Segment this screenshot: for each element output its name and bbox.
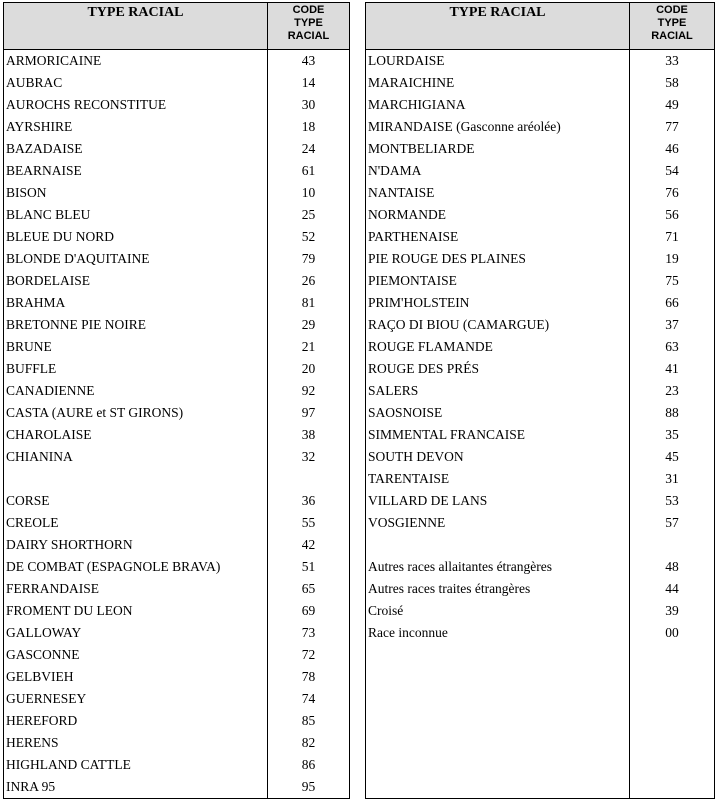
table-row [4, 490, 350, 512]
table-row [4, 644, 350, 666]
breed-name-cell [366, 710, 630, 732]
table-row [4, 380, 350, 402]
breed-name-cell: HERENS [4, 732, 268, 754]
breed-name-cell [366, 534, 630, 556]
breed-code-cell: 71 [630, 226, 715, 248]
breed-code-cell [268, 468, 350, 490]
breed-code-cell: 53 [630, 490, 715, 512]
table-row [4, 534, 350, 556]
breed-code-cell: 31 [630, 468, 715, 490]
breed-code-table-left [3, 2, 350, 799]
table-row [366, 336, 715, 358]
table-row [4, 358, 350, 380]
breed-name-cell: DAIRY SHORTHORN [4, 534, 268, 556]
table-row [4, 666, 350, 688]
breed-code-cell: 46 [630, 138, 715, 160]
breed-name-cell: Autres races traites étrangères [366, 578, 630, 600]
breed-code-cell [630, 644, 715, 666]
table-row [4, 248, 350, 270]
table-row [366, 688, 715, 710]
breed-code-cell: 33 [630, 50, 715, 73]
breed-name-cell: LOURDAISE [366, 50, 630, 73]
breed-name-cell: PARTHENAISE [366, 226, 630, 248]
breed-code-cell: 54 [630, 160, 715, 182]
table-row [366, 754, 715, 776]
breed-name-cell: NANTAISE [366, 182, 630, 204]
table-row [4, 402, 350, 424]
breed-code-cell: 21 [268, 336, 350, 358]
breed-name-cell: BLANC BLEU [4, 204, 268, 226]
table-row [366, 490, 715, 512]
breed-code-cell: 26 [268, 270, 350, 292]
table-row [366, 446, 715, 468]
table-row [4, 578, 350, 600]
breed-name-cell: SOUTH DEVON [366, 446, 630, 468]
code-header-line: RACIAL [287, 30, 330, 42]
code-header-line: RACIAL [651, 30, 693, 42]
breed-code-cell: 85 [268, 710, 350, 732]
breed-name-cell: HIGHLAND CATTLE [4, 754, 268, 776]
breed-code-cell: 97 [268, 402, 350, 424]
breed-code-cell: 69 [268, 600, 350, 622]
table-row [366, 666, 715, 688]
breed-name-cell: BAZADAISE [4, 138, 268, 160]
breed-name-cell: BRETONNE PIE NOIRE [4, 314, 268, 336]
table-row [366, 116, 715, 138]
breed-code-cell [630, 754, 715, 776]
breed-name-cell: PRIM'HOLSTEIN [366, 292, 630, 314]
breed-code-cell: 55 [268, 512, 350, 534]
breed-name-cell: GASCONNE [4, 644, 268, 666]
table-row [366, 314, 715, 336]
table-row [4, 160, 350, 182]
table-row [4, 72, 350, 94]
breed-name-cell: CHIANINA [4, 446, 268, 468]
table-row [366, 72, 715, 94]
table-row [4, 292, 350, 314]
breed-code-cell: 81 [268, 292, 350, 314]
breed-code-cell: 48 [630, 556, 715, 578]
breed-code-cell: 65 [268, 578, 350, 600]
breed-name-cell [366, 776, 630, 799]
breed-name-cell: VOSGIENNE [366, 512, 630, 534]
breed-code-cell: 72 [268, 644, 350, 666]
table-row [366, 380, 715, 402]
breed-code-cell: 86 [268, 754, 350, 776]
breed-code-cell [630, 688, 715, 710]
table-row [4, 314, 350, 336]
breed-code-cell: 88 [630, 402, 715, 424]
breed-name-cell: CASTA (AURE et ST GIRONS) [4, 402, 268, 424]
breed-code-cell: 43 [268, 50, 350, 73]
breed-name-cell: HEREFORD [4, 710, 268, 732]
table-row [4, 116, 350, 138]
breed-code-cell: 74 [268, 688, 350, 710]
table-row [366, 204, 715, 226]
table-row [4, 424, 350, 446]
table-row [366, 710, 715, 732]
right-table-body [366, 50, 715, 799]
type-racial-header: TYPE RACIAL [4, 3, 268, 50]
table-row [366, 776, 715, 799]
table-row [366, 622, 715, 644]
breed-code-cell: 66 [630, 292, 715, 314]
breed-code-cell: 75 [630, 270, 715, 292]
table-row [366, 732, 715, 754]
breed-code-cell: 36 [268, 490, 350, 512]
breed-code-cell: 49 [630, 94, 715, 116]
breed-code-cell: 77 [630, 116, 715, 138]
code-header-line: CODE [656, 4, 688, 16]
breed-code-cell: 10 [268, 182, 350, 204]
breed-code-cell: 00 [630, 622, 715, 644]
breed-code-cell: 18 [268, 116, 350, 138]
table-row [366, 512, 715, 534]
table-row [4, 50, 350, 73]
left-table-body [4, 50, 350, 799]
table-row [366, 556, 715, 578]
table-row [4, 776, 350, 799]
table-row [366, 402, 715, 424]
breed-code-cell: 25 [268, 204, 350, 226]
breed-name-cell: PIE ROUGE DES PLAINES [366, 248, 630, 270]
breed-name-cell: ARMORICAINE [4, 50, 268, 73]
table-row [366, 468, 715, 490]
breed-name-cell: FROMENT DU LEON [4, 600, 268, 622]
breed-code-cell: 23 [630, 380, 715, 402]
table-row [366, 94, 715, 116]
table-header-row [366, 3, 715, 50]
breed-code-cell: 57 [630, 512, 715, 534]
breed-name-cell [366, 644, 630, 666]
table-row [4, 446, 350, 468]
table-header-row [4, 3, 350, 50]
table-row [4, 226, 350, 248]
breed-code-cell: 45 [630, 446, 715, 468]
breed-code-table-right [365, 2, 715, 799]
breed-code-cell [630, 666, 715, 688]
breed-name-cell: Croisé [366, 600, 630, 622]
table-row [366, 600, 715, 622]
breed-name-cell: N'DAMA [366, 160, 630, 182]
breed-name-cell: TARENTAISE [366, 468, 630, 490]
breed-name-cell: BEARNAISE [4, 160, 268, 182]
breed-code-cell: 39 [630, 600, 715, 622]
breed-code-cell: 63 [630, 336, 715, 358]
breed-name-cell: CREOLE [4, 512, 268, 534]
table-row [366, 270, 715, 292]
breed-code-cell: 95 [268, 776, 350, 799]
code-type-racial-header [268, 3, 350, 50]
breed-name-cell: MIRANDAISE (Gasconne aréolée) [366, 116, 630, 138]
breed-code-cell [630, 710, 715, 732]
breed-name-cell: BUFFLE [4, 358, 268, 380]
breed-code-cell: 52 [268, 226, 350, 248]
table-row [366, 138, 715, 160]
table-row [4, 138, 350, 160]
breed-code-cell: 58 [630, 72, 715, 94]
breed-name-cell: SALERS [366, 380, 630, 402]
breed-name-cell: BISON [4, 182, 268, 204]
breed-code-cell: 42 [268, 534, 350, 556]
table-row [366, 226, 715, 248]
table-row [366, 424, 715, 446]
breed-code-cell: 19 [630, 248, 715, 270]
breed-name-cell: CORSE [4, 490, 268, 512]
breed-code-cell: 29 [268, 314, 350, 336]
breed-name-cell: Autres races allaitantes étrangères [366, 556, 630, 578]
breed-name-cell: AUROCHS RECONSTITUE [4, 94, 268, 116]
breed-code-cell: 32 [268, 446, 350, 468]
breed-name-cell: ROUGE DES PRÉS [366, 358, 630, 380]
table-row [4, 556, 350, 578]
breed-name-cell: BLEUE DU NORD [4, 226, 268, 248]
table-row [4, 600, 350, 622]
code-header-line: TYPE [657, 17, 687, 29]
breed-code-cell: 14 [268, 72, 350, 94]
breed-name-cell: INRA 95 [4, 776, 268, 799]
table-row [366, 182, 715, 204]
code-header-line: CODE [292, 4, 325, 16]
breed-name-cell: RAÇO DI BIOU (CAMARGUE) [366, 314, 630, 336]
breed-name-cell [366, 754, 630, 776]
breed-code-cell: 51 [268, 556, 350, 578]
breed-name-cell: MARCHIGIANA [366, 94, 630, 116]
table-row [4, 732, 350, 754]
table-row [366, 248, 715, 270]
table-row [4, 182, 350, 204]
breed-name-cell: SIMMENTAL FRANCAISE [366, 424, 630, 446]
breed-code-cell [630, 776, 715, 799]
breed-name-cell: MONTBELIARDE [366, 138, 630, 160]
breed-code-cell: 37 [630, 314, 715, 336]
breed-name-cell: BORDELAISE [4, 270, 268, 292]
breed-name-cell [366, 732, 630, 754]
table-row [4, 468, 350, 490]
breed-name-cell: VILLARD DE LANS [366, 490, 630, 512]
breed-code-cell: 44 [630, 578, 715, 600]
breed-name-cell: BRAHMA [4, 292, 268, 314]
breed-code-cell: 41 [630, 358, 715, 380]
breed-name-cell [366, 666, 630, 688]
breed-name-cell: ROUGE FLAMANDE [366, 336, 630, 358]
table-row [4, 688, 350, 710]
breed-name-cell: PIEMONTAISE [366, 270, 630, 292]
breed-code-cell: 30 [268, 94, 350, 116]
breed-code-cell: 76 [630, 182, 715, 204]
table-row [4, 512, 350, 534]
code-header-line: TYPE [294, 17, 323, 29]
breed-code-cell: 61 [268, 160, 350, 182]
breed-code-cell: 82 [268, 732, 350, 754]
table-row [4, 270, 350, 292]
breed-code-cell [630, 534, 715, 556]
breed-code-cell: 56 [630, 204, 715, 226]
breed-name-cell: DE COMBAT (ESPAGNOLE BRAVA) [4, 556, 268, 578]
breed-code-cell: 79 [268, 248, 350, 270]
breed-name-cell: BRUNE [4, 336, 268, 358]
breed-code-cell: 35 [630, 424, 715, 446]
table-row [366, 534, 715, 556]
table-row [366, 358, 715, 380]
breed-code-cell: 24 [268, 138, 350, 160]
table-row [366, 644, 715, 666]
table-row [4, 622, 350, 644]
table-row [4, 336, 350, 358]
breed-name-cell: AYRSHIRE [4, 116, 268, 138]
breed-name-cell: SAOSNOISE [366, 402, 630, 424]
breed-name-cell: FERRANDAISE [4, 578, 268, 600]
code-type-racial-header [630, 3, 715, 50]
table-row [4, 204, 350, 226]
breed-name-cell: MARAICHINE [366, 72, 630, 94]
breed-name-cell: GALLOWAY [4, 622, 268, 644]
breed-code-cell: 73 [268, 622, 350, 644]
breed-name-cell: CHAROLAISE [4, 424, 268, 446]
table-row [366, 578, 715, 600]
breed-code-cell: 92 [268, 380, 350, 402]
breed-name-cell: Race inconnue [366, 622, 630, 644]
breed-name-cell: CANADIENNE [4, 380, 268, 402]
table-row [4, 754, 350, 776]
breed-name-cell: GELBVIEH [4, 666, 268, 688]
breed-code-cell: 78 [268, 666, 350, 688]
breed-code-cell: 20 [268, 358, 350, 380]
breed-code-cell [630, 732, 715, 754]
table-row [366, 50, 715, 73]
type-racial-header: TYPE RACIAL [366, 3, 630, 50]
breed-name-cell [4, 468, 268, 490]
table-row [366, 292, 715, 314]
breed-name-cell: AUBRAC [4, 72, 268, 94]
breed-name-cell: NORMANDE [366, 204, 630, 226]
breed-code-cell: 38 [268, 424, 350, 446]
table-row [366, 160, 715, 182]
breed-name-cell: GUERNESEY [4, 688, 268, 710]
breed-name-cell: BLONDE D'AQUITAINE [4, 248, 268, 270]
breed-name-cell [366, 688, 630, 710]
table-row [4, 94, 350, 116]
table-row [4, 710, 350, 732]
